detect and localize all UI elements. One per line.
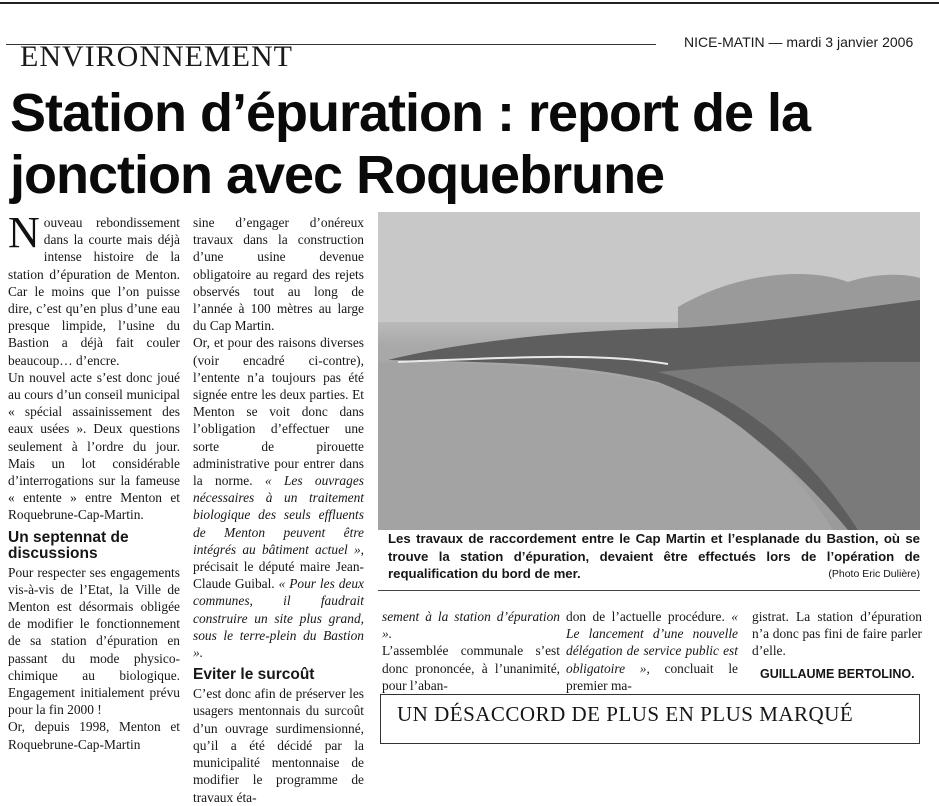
paragraph: L’assemblée communale s’est donc prononcée, à l’unanimité, pour l’aban- bbox=[382, 643, 560, 693]
paragraph bbox=[193, 334, 364, 661]
article-column-1 bbox=[8, 208, 180, 753]
drop-cap: N bbox=[8, 208, 40, 257]
article-column-4 bbox=[566, 608, 738, 694]
aerial-coast-photo bbox=[378, 212, 920, 530]
paragraph: Pour respecter ses engagements vis-à-vis de l’Etat, la Ville de Menton est désormais obligée de modifier le fonctionnement de sa station d’épuration en passant du mode physico-chimique au biologique. Engagement initialement prévu pour la fin 2000 ! bbox=[8, 564, 180, 718]
paragraph: Or, depuis 1998, Menton et Roquebrune-Cap-Martin bbox=[8, 719, 180, 752]
section-title: ENVIRONNEMENT bbox=[20, 40, 293, 73]
caption-text: Les travaux de raccordement entre le Cap Martin et l’esplanade du Bastion, où se trouve la station d’épuration, devaient être effectués lors de l’opération de requalification du bord de mer. bbox=[388, 531, 920, 581]
subheading: Un septennat de discussions bbox=[8, 528, 129, 562]
article-column-2 bbox=[193, 214, 364, 806]
sidebar-title: UN DÉSACCORD DE PLUS EN PLUS MARQUÉ bbox=[397, 702, 854, 726]
article-column-5 bbox=[752, 608, 922, 660]
quote: sement à la station d’épuration ». bbox=[382, 609, 560, 642]
quote: « Les ouvrages nécessaires à un traitement biologique des seuls effluents de Menton peuvent être intégrés au bâtiment actuel » bbox=[193, 473, 364, 557]
paragraph: sine d’engager d’onéreux travaux dans la construction d’une usine devenue obligatoire au regard des rejets observés tout au long de l’année à 100 mètres au large du Cap Martin. bbox=[193, 215, 364, 334]
page-top-rule bbox=[0, 2, 939, 4]
photo-illustration bbox=[378, 212, 920, 530]
paragraph-text: , concluait le premier ma- bbox=[566, 660, 738, 693]
photo-credit: (Photo Eric Dulière) bbox=[828, 568, 920, 580]
sidebar-box bbox=[380, 694, 920, 744]
paragraph-text: ouveau rebondissement dans la courte mais déjà intense histoire de la station d’épuration de Menton. Car le moins que l’on puisse dire, c’est qu’en plus d’une eau presque limpide, l’usine du Bastion a déjà fait couler beaucoup… d’encre. bbox=[8, 215, 180, 368]
caption-rule bbox=[378, 590, 920, 591]
paragraph: gistrat. La station d’épuration n’a donc pas fini de faire parler d’elle. bbox=[752, 609, 922, 659]
article-column-3 bbox=[382, 608, 560, 694]
paragraph bbox=[566, 608, 738, 694]
intro-paragraph bbox=[8, 208, 180, 369]
headline: Station d’épuration : report de la jonction avec Roquebrune bbox=[10, 83, 811, 205]
quote: « Pour les deux communes, il faudrait construire un site plus grand, sous le terre-plein du Bastion ». bbox=[193, 576, 364, 661]
paragraph-text: Or, et pour des raisons diverses (voir encadré ci-contre), l’entente n’a toujours pas été signée entre les deux parties. Et Menton se voit donc dans l’obligation d’effectuer une sorte de pirouette administrative pour entrer dans la norme. bbox=[193, 335, 364, 489]
quote: « Le lancement d’une nouvelle délégation de service public est obligatoire » bbox=[566, 609, 738, 676]
paragraph-text: , précisait le député maire Jean-Claude Guibal. bbox=[193, 541, 364, 592]
paragraph-text: don de l’actuelle procédure. bbox=[566, 609, 725, 624]
author-signature: GUILLAUME BERTOLINO. bbox=[760, 667, 915, 681]
dateline: NICE-MATIN — mardi 3 janvier 2006 bbox=[684, 34, 914, 50]
paragraph: Un nouvel acte s’est donc joué au cours d’un conseil municipal « spécial assainissement des eaux usées ». Deux questions seulement à l’ordre du jour. Mais un lot considérable d’interrogations sur la fameuse « entente » entre Menton et Roquebrune-Cap-Martin. bbox=[8, 369, 180, 523]
subheading: Eviter le surcoût bbox=[193, 666, 315, 684]
photo-caption bbox=[388, 530, 920, 584]
paragraph: C’est donc afin de préserver les usagers mentonnais du surcoût d’un ouvrage surdimensionné, qu’il a été décidé par la municipalité mentonnaise de modifier le programme de travaux éta- bbox=[193, 686, 364, 805]
